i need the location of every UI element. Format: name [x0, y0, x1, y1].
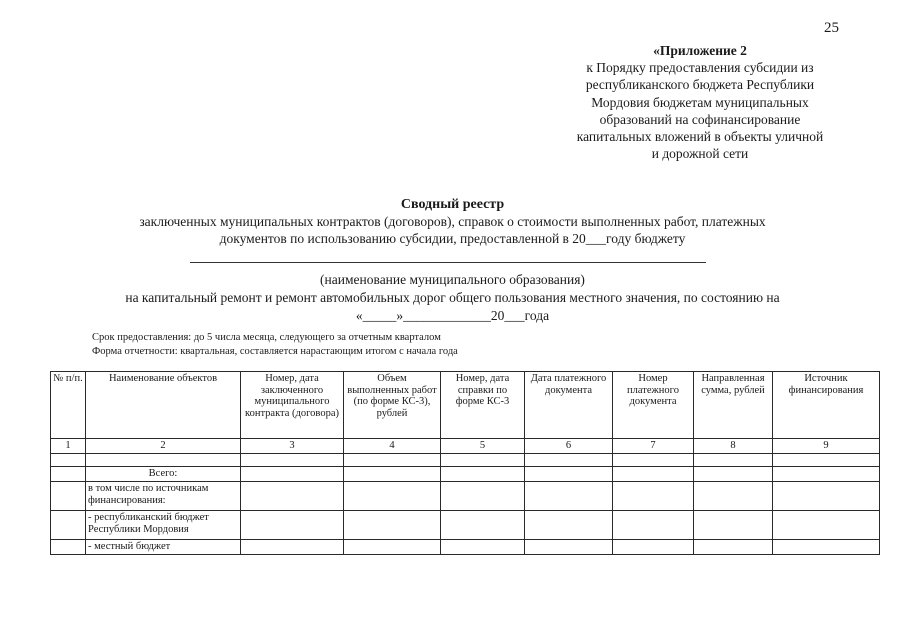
document-title: Сводный реестр [400, 197, 505, 212]
including-label: в том числе по источникам финансирования: [86, 482, 241, 511]
local-budget-label: - местный бюджет [86, 540, 241, 555]
appendix-line: образований на софинансирование [599, 111, 801, 127]
registry-table [50, 371, 880, 555]
header-cell: Объем выполненных работ (по форме КС-3), рублей [344, 372, 441, 439]
page-number: 25 [824, 20, 839, 36]
header-cell: Номер платежного документа [613, 372, 694, 439]
header-cell: № п/п. [51, 372, 86, 439]
column-number: 3 [241, 439, 344, 454]
column-number: 6 [525, 439, 613, 454]
header-cell: Номер, дата заключенного муниципального контракта (договора) [241, 372, 344, 439]
appendix-line: Мордовия бюджетам муниципальных [591, 94, 809, 110]
header-cell: Дата платежного документа [525, 372, 613, 439]
appendix-line: республиканского бюджета Республики [585, 77, 815, 93]
column-number-row [51, 439, 880, 454]
municipality-label: (наименование муниципального образования) [320, 272, 585, 287]
table-row [51, 511, 880, 540]
document-subtitle: документов по использованию субсидии, предоставленной в 20___году бюджету [219, 231, 686, 246]
appendix-header [545, 42, 855, 162]
column-number: 7 [613, 439, 694, 454]
reporting-terms [92, 331, 458, 359]
document-heading [0, 196, 905, 247]
republic-budget-label: - республиканский бюджет Республики Мордовия [86, 511, 241, 540]
appendix-line: капитальных вложений в объекты уличной [576, 129, 824, 145]
column-number: 9 [773, 439, 880, 454]
appendix-line: к Порядку предоставления субсидии из [586, 60, 814, 76]
column-number: 1 [51, 439, 86, 454]
column-number: 5 [441, 439, 525, 454]
table-row [51, 467, 880, 482]
total-label: Всего: [86, 467, 241, 482]
table-header-row [51, 372, 880, 439]
table-row [51, 454, 880, 467]
table-row [51, 540, 880, 555]
purpose-line: на капитальный ремонт и ремонт автомобильных дорог общего пользования местного значения, по состоянию на [125, 290, 780, 305]
document-subtitle: заключенных муниципальных контрактов (договоров), справок о стоимости выполненных работ, платежных [139, 214, 766, 229]
deadline-text: Срок предоставления: до 5 числа месяца, следующего за отчетным кварталом [92, 332, 441, 343]
header-cell: Наименование объектов [86, 372, 241, 439]
header-cell: Источник финансирования [773, 372, 880, 439]
municipality-blank-line [190, 262, 706, 263]
appendix-line: и дорожной сети [651, 146, 749, 162]
column-number: 4 [344, 439, 441, 454]
form-text: Форма отчетности: квартальная, составляется нарастающим итогом с начала года [92, 346, 458, 357]
date-line: «_____»_____________20___года [355, 308, 550, 323]
column-number: 2 [86, 439, 241, 454]
appendix-title: «Приложение 2 [653, 43, 747, 58]
header-cell: Направленная сумма, рублей [694, 372, 773, 439]
table-row [51, 482, 880, 511]
column-number: 8 [694, 439, 773, 454]
header-cell: Номер, дата справки по форме КС-3 [441, 372, 525, 439]
